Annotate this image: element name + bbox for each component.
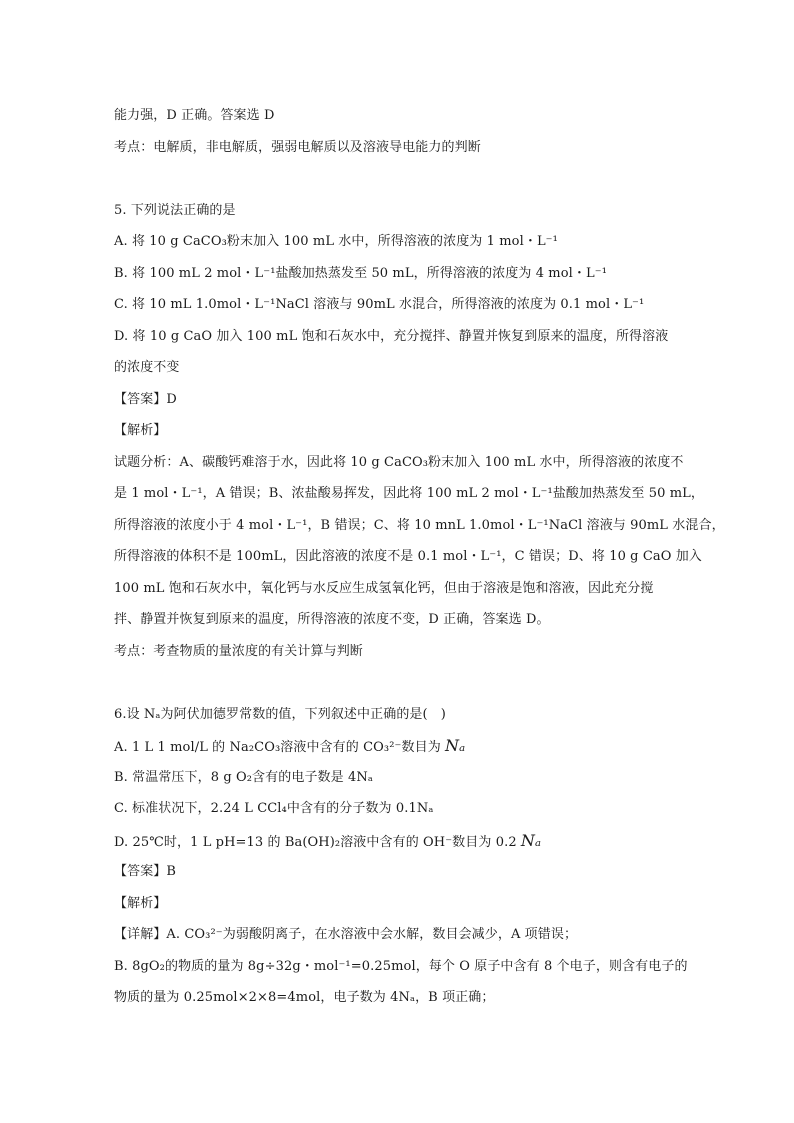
text-line: 能力强，D 正确。答案选 D: [114, 108, 275, 123]
question-stem: 6.设 Nₐ为阿伏加德罗常数的值，下列叙述中正确的是( ): [114, 706, 446, 722]
document-page: [114, 100, 725, 1014]
analysis-heading: 【解析】: [114, 423, 167, 438]
option-d-cont: 的浓度不变: [114, 360, 180, 375]
option-a: [114, 730, 704, 762]
option-a-text: A. 1 L 1 mol/L 的 Na₂CO₃溶液中含有的 CO₃²⁻数目为: [114, 740, 441, 755]
option-d: D. 将 10 g CaO 加入 100 mL 饱和石灰水中，充分搅拌、静置并恢复到原来的温度，所得溶液: [114, 328, 669, 344]
avogadro-symbol: Nₐ: [520, 830, 542, 850]
knowledge-point: 考点：考查物质的量浓度的有关计算与判断: [114, 643, 363, 659]
option-b: B. 常温常压下，8 g O₂含有的电子数是 4Nₐ: [114, 769, 373, 785]
spacer: [114, 163, 704, 195]
analysis-line: 所得溶液的体积不是 100mL，因此溶液的浓度不是 0.1 mol・L⁻¹，C 错误；D、将 10 g CaO 加入: [114, 549, 702, 564]
avogadro-symbol: Nₐ: [445, 736, 466, 755]
analysis-line: 物质的量为 0.25mol×2×8=4mol，电子数为 4Nₐ，B 项正确；: [114, 990, 495, 1005]
analysis-line: 【详解】A. CO₃²⁻为弱酸阴离子，在水溶液中会水解，数目会减少，A 项错误；: [114, 927, 578, 942]
question-stem: 5. 下列说法正确的是: [114, 202, 236, 218]
option-c: C. 标准状况下，2.24 L CCl₄中含有的分子数为 0.1Nₐ: [114, 801, 434, 816]
analysis-line: 所得溶液的浓度小于 4 mol・L⁻¹，B 错误；C、将 10 mnL 1.0mol・L⁻¹NaCl 溶液与 90mL 水混合，: [114, 517, 725, 533]
option-b: B. 将 100 mL 2 mol・L⁻¹盐酸加热蒸发至 50 mL，所得溶液的浓度为 4 mol・L⁻¹: [114, 265, 608, 281]
analysis-line: 试题分析：A、碳酸钙难溶于水，因此将 10 g CaCO₃粉末加入 100 mL 水中，所得溶液的浓度不: [114, 454, 684, 470]
analysis-heading: 【解析】: [114, 895, 167, 911]
option-d-text: D. 25℃时，1 L pH=13 的 Ba(OH)₂溶液中含有的 OH⁻数目为 0.2: [114, 834, 517, 850]
analysis-line: B. 8gO₂的物质的量为 8g÷32g・mol⁻¹=0.25mol，每个 O 原子中含有 8 个电子，则含有电子的: [114, 958, 688, 974]
option-c: C. 将 10 mL 1.0mol・L⁻¹NaCl 溶液与 90mL 水混合，所得溶液的浓度为 0.1 mol・L⁻¹: [114, 297, 645, 312]
answer-label: 【答案】B: [114, 864, 177, 879]
spacer: [114, 667, 704, 699]
analysis-line: 100 mL 饱和石灰水中，氧化钙与水反应生成氢氧化钙，但由于溶液是饱和溶液，因此充分搅: [114, 580, 654, 596]
answer-label: 【答案】D: [114, 391, 177, 407]
analysis-line: 是 1 mol・L⁻¹，A 错误；B、浓盐酸易挥发，因此将 100 mL 2 mol・L⁻¹盐酸加热蒸发至 50 mL，: [114, 486, 704, 501]
option-a: A. 将 10 g CaCO₃粉末加入 100 mL 水中，所得溶液的浓度为 1 mol・L⁻¹: [114, 234, 558, 249]
text-line: 考点：电解质，非电解质，强弱电解质以及溶液导电能力的判断: [114, 139, 481, 155]
option-d: [114, 825, 704, 857]
analysis-line: 拌、静置并恢复到原来的温度，所得溶液的浓度不变，D 正确，答案选 D。: [114, 612, 550, 627]
